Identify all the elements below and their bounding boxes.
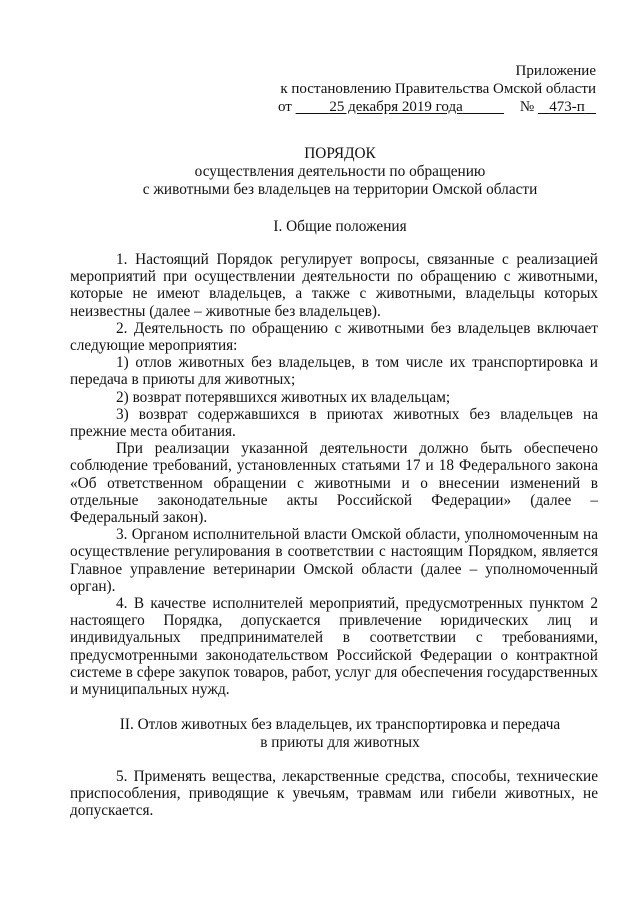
appendix-title: Приложение <box>515 63 596 79</box>
date-group <box>278 98 504 116</box>
paragraph: 4. В качестве исполнителей мероприятий, предусмотренных пунктом 2 настоящего Порядка, допускается привлечение юридических лиц и индивидуальных предпринимателей в соответствии с требованиями, предусмотренными законодательством Российской Федерации о контрактной системе в сфере закупок товаров, работ, услуг для обеспечения государственных и муниципальных нужд. <box>70 595 598 699</box>
number-value: 473-п <box>549 99 585 115</box>
paragraph: 1. Настоящий Порядок регулирует вопросы, связанные с реализацией мероприятий при осуществлении деятельности по обращению с животными, которые не имеют владельцев, а также с животными, владельцы которых неизвестны (далее – животные без владельцев). <box>70 251 598 320</box>
title-sub-line-1: осуществления деятельности по обращению <box>194 163 486 180</box>
section-2-heading-line-2: в приюты для животных <box>260 734 420 751</box>
paragraph: 3. Органом исполнительной власти Омской области, уполномоченным на осуществление регулирования в соответствии с настоящим Порядком, является Главное управление ветеринарии Омской области (далее – уполномоченный орган). <box>70 526 598 595</box>
paragraph: 2) возврат потерявшихся животных их владельцам; <box>116 388 451 406</box>
appendix-date-number-line <box>278 98 596 116</box>
section-1-heading: I. Общие положения <box>273 218 407 235</box>
document-title <box>70 145 610 199</box>
paragraph: 2. Деятельность по обращению с животными без владельцев включает следующие мероприятия: <box>70 319 598 355</box>
paragraph: 3) возврат содержавшихся в приютах животных без владельцев на прежние места обитания. <box>70 405 598 441</box>
paragraph: При реализации указанной деятельности должно быть обеспечено соблюдение требований, установленных статьями 17 и 18 Федерального закона «Об ответственном обращении с животными и о внесении изменений в отдельные законодательные акты Российской Федерации» (далее – Федеральный закон). <box>70 440 598 527</box>
section-2-heading <box>70 716 610 752</box>
section-1-body <box>70 251 598 698</box>
paragraph: 1) отлов животных без владельцев, в том числе их транспортировка и передача в приюты для животных; <box>70 354 598 389</box>
date-value: 25 декабря 2019 года <box>329 99 463 115</box>
date-prefix: от <box>278 99 292 115</box>
number-value-underlined <box>538 99 596 115</box>
paragraph: 5. Применять вещества, лекарственные средства, способы, технические приспособления, приводящие к увечьям, травмам или гибели животных, не допускается. <box>70 768 598 820</box>
date-value-underlined <box>296 99 504 115</box>
section-2-body <box>70 768 598 820</box>
title-main: ПОРЯДОК <box>304 145 376 162</box>
section-2-heading-line-1: II. Отлов животных без владельцев, их транспортировка и передача <box>119 716 561 733</box>
number-prefix: № <box>519 99 535 115</box>
number-group <box>520 98 596 116</box>
appendix-header <box>236 62 596 116</box>
title-sub-line-2: с животными без владельцев на территории Омской области <box>142 181 538 198</box>
appendix-reference: к постановлению Правительства Омской области <box>280 81 596 97</box>
